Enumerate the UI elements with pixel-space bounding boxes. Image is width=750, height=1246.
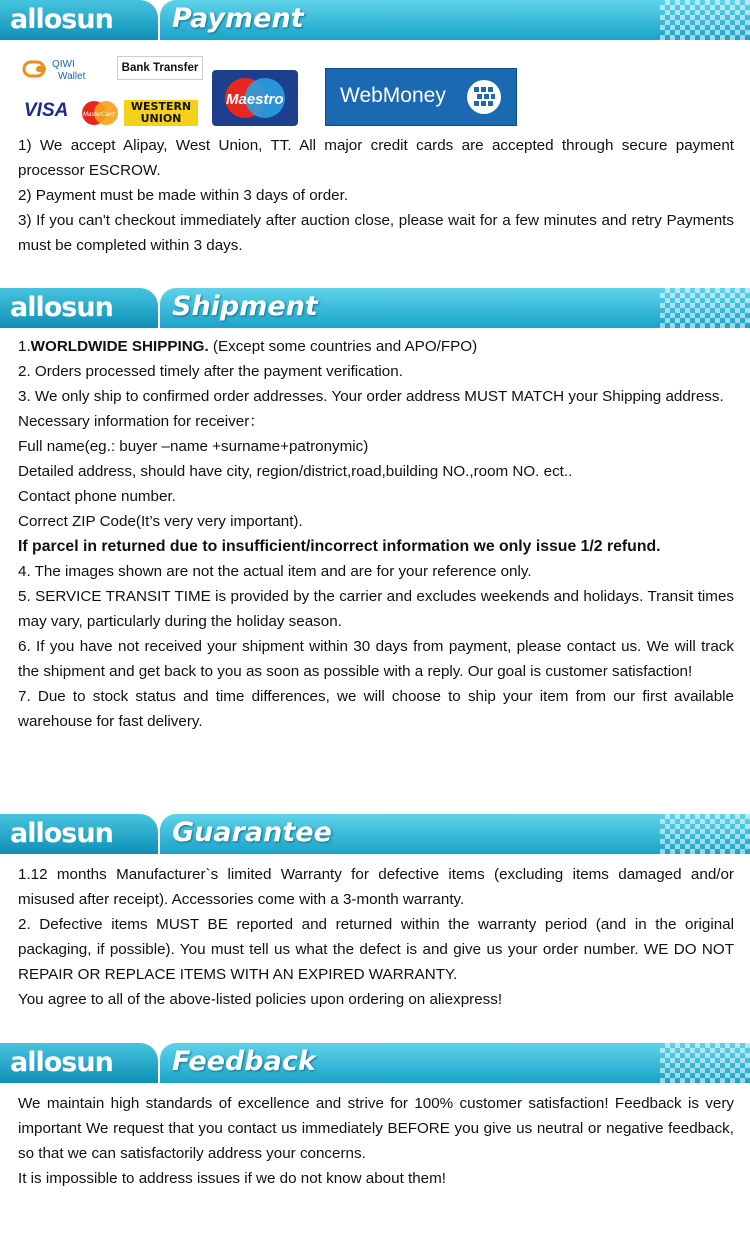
bank-transfer-logo: Bank Transfer (117, 56, 203, 80)
qiwi-line1: QIWI (52, 59, 75, 70)
shipment-line: 6. If you have not received your shipment within 30 days from payment, please contact us. We will track the shipment and get back to you as soon as possible with a reply. Our goal is customer satisfaction! (18, 638, 734, 680)
section-title: Payment (172, 3, 304, 34)
feedback-line: We maintain high standards of excellence and strive for 100% customer satisfaction! Feedback is very important We request that you contact us immediately BEFORE you give us neutral or negative feedback, so that we can satisfactorily address your concerns. (18, 1095, 734, 1162)
qiwi-icon (22, 54, 106, 84)
maestro-icon (212, 70, 298, 126)
worldwide-shipping-heading: WORLDWIDE SHIPPING. (30, 338, 209, 355)
section-title: Guarantee (172, 817, 332, 848)
brand-logo-box (0, 1043, 158, 1083)
webmoney-logo (325, 68, 517, 126)
qiwi-wallet-logo (22, 54, 106, 84)
shipment-line: Correct ZIP Code(It’s very very important). (18, 513, 303, 530)
shipment-line-1 (18, 334, 734, 359)
refund-warning: If parcel in returned due to insufficient/incorrect information we only issue 1/2 refund. (18, 538, 661, 555)
visa-logo: VISA (24, 100, 69, 121)
section-title: Feedback (172, 1046, 316, 1077)
banner-bar (160, 814, 750, 854)
payment-text (18, 133, 734, 258)
brand-logo: allosun (10, 1047, 113, 1078)
mastercard-icon (80, 100, 120, 126)
shipment-line: 7. Due to stock status and time differences, we will choose to ship your item from our first available warehouse for fast delivery. (18, 688, 734, 730)
webmoney-globe-icon (466, 79, 502, 115)
guarantee-banner (0, 814, 750, 854)
shipment-line: Contact phone number. (18, 488, 176, 505)
banner-bar (160, 1043, 750, 1083)
shipment-line: Full name(eg.: buyer –name +surname+patronymic) (18, 438, 369, 455)
webmoney-label: WebMoney (340, 84, 446, 107)
brand-logo-box (0, 288, 158, 328)
maestro-logo (212, 70, 298, 126)
section-title: Shipment (172, 291, 318, 322)
payment-line: 2) Payment must be made within 3 days of order. (18, 187, 349, 204)
mastercard-label: MasterCard (83, 112, 115, 118)
banner-bar (160, 0, 750, 40)
shipment-line: Detailed address, should have city, region/district,road,building NO.,room NO. ect.. (18, 463, 573, 480)
shipment-line: 5. SERVICE TRANSIT TIME is provided by the carrier and excludes weekends and holidays. Transit times may vary, particularly during the holiday season. (18, 588, 734, 630)
shipment-line: 2. Orders processed timely after the payment verification. (18, 363, 403, 380)
brand-logo-box (0, 814, 158, 854)
brand-logo: allosun (10, 292, 113, 323)
guarantee-line: You agree to all of the above-listed policies upon ordering on aliexpress! (18, 991, 503, 1008)
feedback-text (18, 1091, 734, 1191)
payment-line: 3) If you can't checkout immediately after auction close, please wait for a few minutes and retry Payments must be completed within 3 days. (18, 212, 734, 254)
payment-banner (0, 0, 750, 40)
shipment-line: 4. The images shown are not the actual item and are for your reference only. (18, 563, 532, 580)
qiwi-line2: Wallet (58, 71, 86, 82)
shipment-line: 3. We only ship to confirmed order addresses. Your order address MUST MATCH your Shipping address. (18, 388, 724, 405)
guarantee-line: 2. Defective items MUST BE reported and returned within the warranty period (and in the original packaging, if possible). You must tell us what the defect is and give us your order number. WE DO NOT REPAIR OR REPLACE ITEMS WITH AN EXPIRED WARRANTY. (18, 916, 734, 983)
shipment-section (0, 288, 750, 328)
western-union-logo (124, 100, 198, 126)
payment-section (0, 0, 750, 40)
shipment-line: Necessary information for receiver： (18, 413, 265, 430)
shipment-banner (0, 288, 750, 328)
checker-pattern (660, 288, 750, 328)
mastercard-logo (80, 100, 120, 126)
brand-logo-box (0, 0, 158, 40)
brand-logo: allosun (10, 4, 113, 35)
line-prefix: 1. (18, 338, 31, 355)
feedback-banner (0, 1043, 750, 1083)
guarantee-section (0, 814, 750, 854)
banner-bar (160, 288, 750, 328)
checker-pattern (660, 1043, 750, 1083)
shipment-text (18, 334, 734, 734)
western-union-line2: UNION (140, 112, 182, 125)
feedback-section (0, 1043, 750, 1083)
guarantee-line: 1.12 months Manufacturer`s limited Warranty for defective items (excluding items damaged and/or misused after receipt). Accessories come with a 3-month warranty. (18, 866, 734, 908)
maestro-label: Maestro (226, 91, 284, 108)
brand-logo: allosun (10, 818, 113, 849)
feedback-line: It is impossible to address issues if we do not know about them! (18, 1170, 446, 1187)
checker-pattern (660, 814, 750, 854)
line-rest: (Except some countries and APO/FPO) (208, 338, 478, 355)
payment-line: 1) We accept Alipay, West Union, TT. All major credit cards are accepted through secure payment processor ESCROW. (18, 137, 734, 179)
guarantee-text (18, 862, 734, 1012)
western-union-line1: WESTERN (130, 100, 192, 113)
checker-pattern (660, 0, 750, 40)
